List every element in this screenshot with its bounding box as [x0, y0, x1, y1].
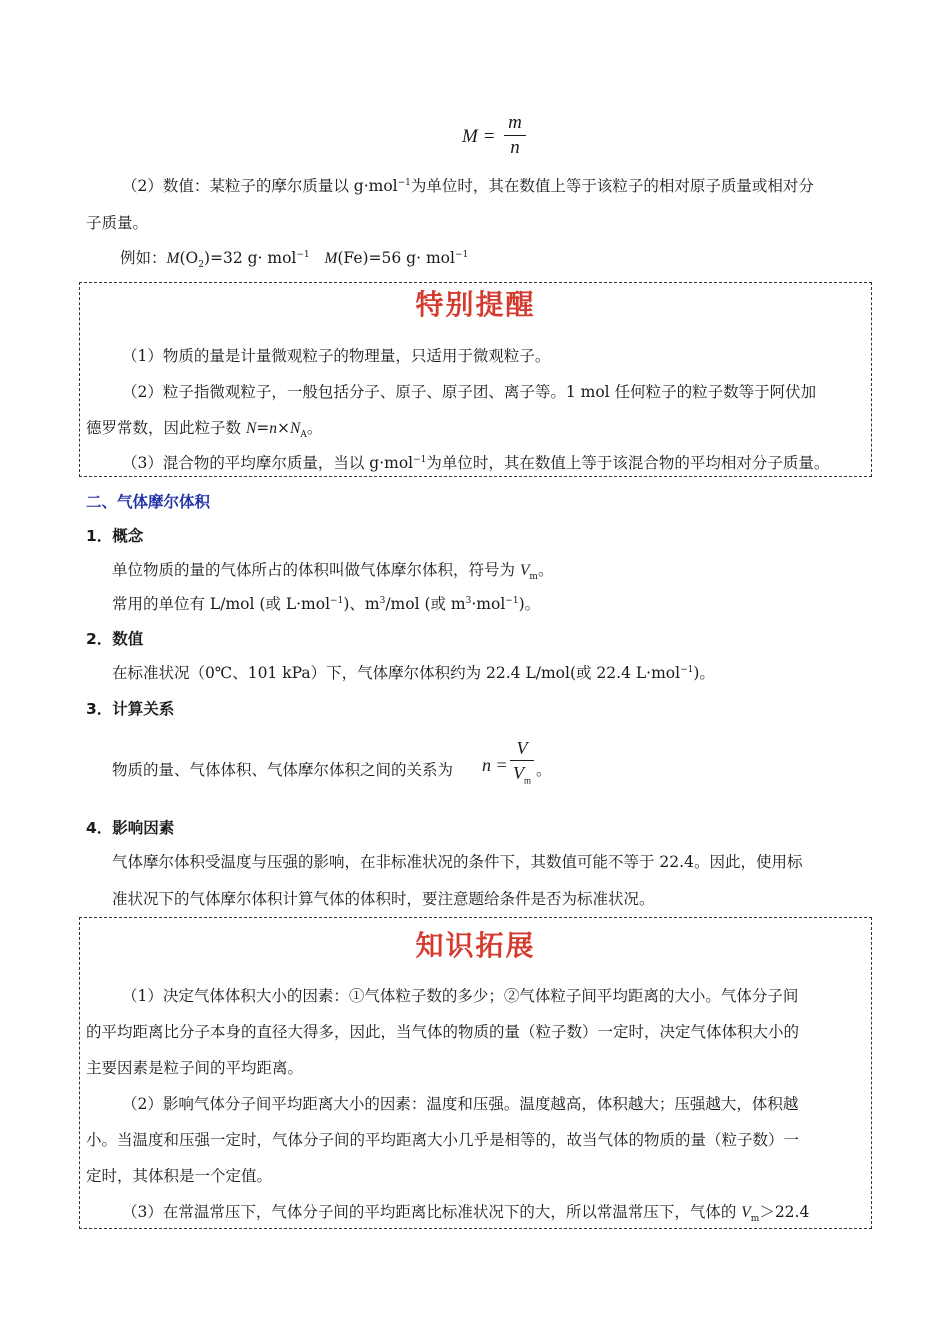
- reminder-line-1: （1）物质的量是计量微观粒子的物理量，只适用于微观粒子。: [122, 347, 551, 365]
- fraction-bar: [504, 135, 526, 136]
- subheading-influence-factors: 4．影响因素: [86, 819, 175, 837]
- influence-line-1: 气体摩尔体积受温度与压强的影响，在非标准状况的条件下，其数值可能不等于 22.4。因此，使用标: [112, 853, 803, 871]
- extension-line-6: 定时，其体积是一个定值。: [86, 1167, 273, 1185]
- calc-relation-line: 物质的量、气体体积、气体摩尔体积之间的关系为: [112, 761, 454, 779]
- extension-line-2: 的平均距离比分子本身的直径大得多，因此，当气体的物质的量（粒子数）一定时，决定气体体积大小的: [86, 1023, 800, 1041]
- knowledge-extension-title: 知识拓展: [415, 929, 536, 962]
- extension-line-4: （2）影响气体分子间平均距离大小的因素：温度和压强。温度越高，体积越大；压强越大，体积越: [122, 1095, 799, 1113]
- extension-line-5: 小。当温度和压强一定时，气体分子间的平均距离大小几乎是相等的，故当气体的物质的量（粒子数）一: [86, 1131, 800, 1149]
- reminder-line-3: 德罗常数，因此粒子数 $N=n\times N_A$。: [86, 419, 323, 441]
- vm-fraction-denominator: $V_m$: [512, 763, 531, 786]
- formula-denominator: n: [510, 137, 520, 158]
- calc-lhs: n =: [482, 755, 508, 775]
- extension-line-7: （3）在常温常压下，气体分子间的平均距离比标准状况下的大，所以常温常压下，气体的 $V_m>22.4$: [122, 1203, 810, 1225]
- paragraph-molar-mass-value-cont: 子质量。: [86, 214, 149, 232]
- reminder-line-4: （3）混合物的平均摩尔质量，当以 g·mol$^{-1}$为单位时，其在数值上等于该混合物的平均相对分子质量。: [122, 454, 830, 472]
- formula-fraction: [504, 112, 526, 159]
- extension-line-1: （1）决定气体体积大小的因素：①气体粒子数的多少；②气体粒子间平均距离的大小。气体分子间: [122, 987, 799, 1005]
- extension-line-3: 主要因素是粒子间的平均距离。: [86, 1059, 304, 1077]
- molar-mass-formula: [462, 112, 532, 164]
- formula-numerator: m: [508, 112, 522, 133]
- subheading-value: 2．数值: [86, 630, 144, 648]
- subheading-concept: 1．概念: [86, 527, 144, 545]
- knowledge-extension-box: [79, 917, 872, 1229]
- concept-line-1: 单位物质的量的气体所占的体积叫做气体摩尔体积，符号为 $V_m$。: [112, 561, 554, 583]
- reminder-line-2: （2）粒子指微观粒子，一般包括分子、原子、原子团、离子等。1 mol 任何粒子的粒子数等于阿伏加: [122, 383, 817, 401]
- paragraph-molar-mass-value: （2）数值：某粒子的摩尔质量以 g·mol$^{-1}$为单位时，其在数值上等于该粒子的相对原子质量或相对分: [122, 177, 814, 195]
- vm-fraction-bar: [510, 760, 534, 761]
- special-reminder-box: [79, 282, 872, 477]
- section-heading-gas-molar-volume: 二、气体摩尔体积: [86, 493, 211, 511]
- vm-fraction: [510, 737, 534, 784]
- special-reminder-title: 特别提醒: [415, 288, 536, 321]
- value-line-1: 在标准状况（0℃、101 kPa）下，气体摩尔体积约为 22.4 L/mol(或 22.4 L·mol$^{-1}$)。: [112, 664, 715, 682]
- vm-fraction-numerator: V: [516, 738, 528, 758]
- example-line: 例如：$M(O_2)=32$ g· mol$^{-1}$ M(Fe)=56 g· mol$^{-1}$: [120, 249, 469, 271]
- influence-line-2: 准状况下的气体摩尔体积计算气体的体积时，要注意题给条件是否为标准状况。: [112, 890, 655, 908]
- formula-lhs: M =: [462, 126, 496, 147]
- calc-relation-end: 。: [536, 761, 552, 779]
- concept-line-2: 常用的单位有 L/mol (或 L·mol$^{-1}$)、$m^3$/mol (或 $m^3\cdot mol^{-1}$)。: [112, 595, 541, 613]
- subheading-calc-relation: 3．计算关系: [86, 700, 175, 718]
